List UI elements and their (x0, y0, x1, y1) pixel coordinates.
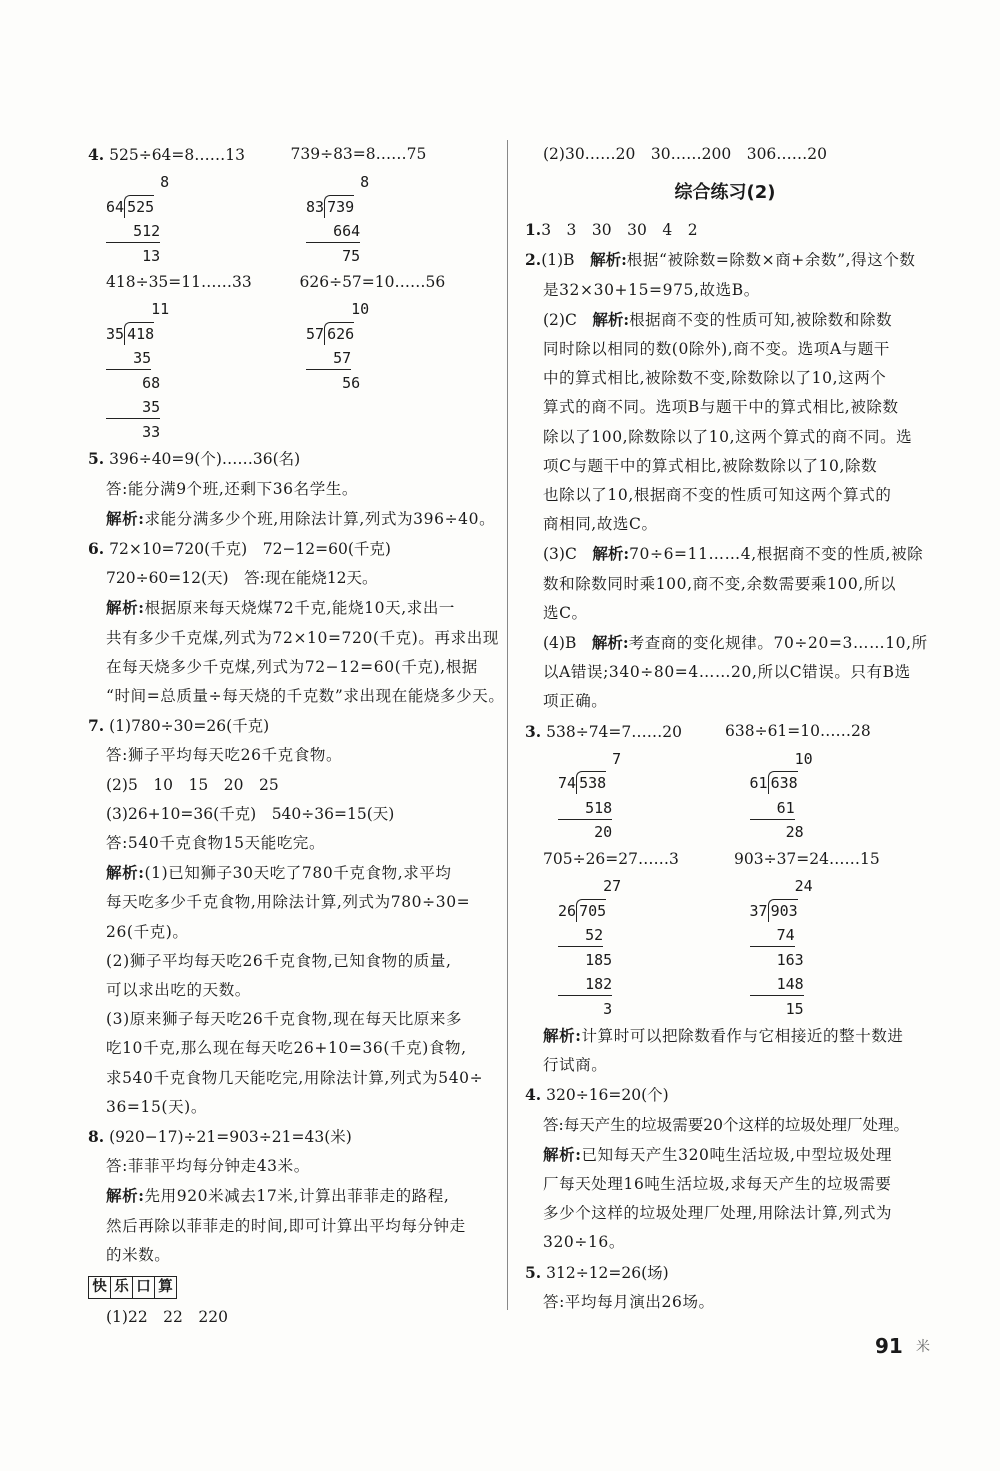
r-q4-l6: 320÷16。 (543, 1233, 625, 1252)
r-q3-l2: 行试商。 (543, 1056, 608, 1075)
r-q2-a3: (3)C (543, 545, 577, 564)
long-division-525 (88, 170, 293, 268)
q7-l5: 答:540千克食物15天能吃完。 (106, 834, 326, 853)
r-q4-number: 4. (525, 1085, 542, 1105)
analysis-label: 解析: (543, 1144, 582, 1164)
q6-l3: 根据原来每天烧煤72千克,能烧10天,求出一 (144, 599, 456, 618)
quotient: 10 (306, 300, 370, 319)
q7-l7: 每天吃多少千克食物,用除法计算,列式为780÷30= (106, 893, 471, 912)
left-column (88, 140, 505, 1332)
product: 57 (306, 347, 351, 370)
partial-dividend: 68 (106, 373, 161, 392)
r-q2-l7: 除以了100,除数除以了10,这两个算式的商不同。选 (543, 427, 913, 446)
r-q1-number: 1. (525, 220, 542, 240)
r-q2-l8: 项C与题干中的算式相比,被除数除以了10,除数 (543, 456, 878, 475)
r-q2-number: 2. (525, 250, 542, 270)
divisor: 26 (558, 901, 577, 920)
quotient: 11 (106, 300, 170, 319)
r-q5-number: 5. (525, 1262, 542, 1282)
r-q3-l1: 计算时可以把除数看作与它相接近的整十数进 (581, 1027, 904, 1046)
q7-l6: (1)已知狮子30天吃了780千克食物,求平均 (144, 864, 452, 883)
remainder: 13 (106, 246, 161, 265)
q4-eq1: 525÷64=8……13 (109, 146, 245, 164)
analysis-label: 解析: (106, 508, 145, 528)
analysis-label: 解析: (592, 544, 630, 564)
product: 148 (750, 973, 804, 996)
partial-dividend: 163 (749, 950, 804, 969)
remainder: 3 (558, 999, 613, 1018)
r-q4-l1: 320÷16=20(个) (546, 1086, 669, 1105)
q4-number: 4. (88, 145, 105, 164)
r-q2-l13: 选C。 (543, 603, 588, 622)
r-q2-a4: (4)B (543, 634, 577, 653)
quotient: 8 (306, 173, 370, 192)
product: 52 (558, 924, 603, 947)
r-q4-l2: 答:每天产生的垃圾需要20个这样的垃圾处理厂处理。 (543, 1115, 909, 1134)
q7-number: 7. (88, 716, 105, 736)
quotient: 8 (106, 173, 170, 192)
q8-l4: 然后再除以菲菲走的时间,即可计算出平均每分钟走 (106, 1216, 466, 1235)
dividend: 626 (324, 322, 354, 345)
label-char: 口 (133, 1276, 155, 1299)
quotient: 10 (749, 749, 813, 768)
q6-l6: “时间=总质量÷每天烧的千克数”求出现在能烧多少天。 (106, 687, 505, 706)
remainder: 75 (306, 246, 361, 265)
q7-l9: (2)狮子平均每天吃26千克食物,已知食物的质量, (106, 951, 452, 970)
long-division-638 (734, 747, 926, 845)
q7-l2: 答:狮子平均每天吃26千克食物。 (106, 746, 343, 765)
remainder: 33 (106, 422, 161, 441)
r-q2-l14: 考查商的变化规律。70÷20=3……10,所 (628, 634, 928, 653)
label-char: 算 (155, 1276, 177, 1299)
dividend: 638 (768, 771, 798, 794)
quotient: 24 (749, 877, 813, 896)
analysis-label: 解析: (106, 1186, 145, 1206)
q4-eq3: 418÷35=11……33 (106, 273, 252, 292)
dividend: 739 (324, 195, 354, 218)
r-q3-eq2: 638÷61=10……28 (725, 721, 871, 740)
quotient: 27 (558, 877, 622, 896)
q7-l1: (1)780÷30=26(千克) (109, 717, 270, 736)
prev-answer-line: (2)30……20 30……200 306……20 (543, 145, 828, 163)
divisor: 83 (306, 197, 325, 216)
r-q2-l16: 项正确。 (543, 692, 608, 711)
analysis-label: 解析: (591, 633, 629, 653)
r-q4-l3: 已知每天产生320吨生活垃圾,中型垃圾处理 (581, 1145, 893, 1164)
r-q2-l1: 根据“被除数=除数×商+余数”,得这个数 (626, 251, 916, 270)
r-q2-l15: 以A错误;340÷80=4……20,所以C错误。只有B选 (543, 663, 911, 682)
r-q2-l11: 70÷6=11……4,根据商不变的性质,被除 (629, 545, 924, 564)
r-q2-a2: (2)C (543, 310, 577, 329)
q8-l1: (920−17)÷21=903÷21=43(米) (109, 1128, 352, 1147)
long-division-903 (734, 874, 926, 1021)
page-number: 91 (875, 1334, 903, 1358)
quotient: 7 (558, 749, 622, 768)
long-division-739 (293, 170, 493, 268)
partial-dividend: 185 (558, 950, 613, 969)
r-q1-l1: 3 3 30 30 4 2 (541, 221, 698, 240)
q7-l10: 可以求出吃的天数。 (106, 981, 251, 1000)
product: 182 (558, 973, 612, 996)
label-char: 乐 (111, 1276, 133, 1299)
q8-l2: 答:菲菲平均每分钟走43米。 (106, 1157, 310, 1176)
remainder: 15 (749, 999, 804, 1018)
dividend: 538 (576, 771, 606, 794)
analysis-label: 解析: (590, 250, 627, 270)
r-q2-l10: 商相同,故选C。 (543, 515, 658, 534)
q5-l1: 396÷40=9(个)……36(名) (109, 450, 301, 469)
analysis-label: 解析: (106, 863, 145, 883)
q8-number: 8. (88, 1127, 105, 1147)
q6-number: 6. (88, 539, 105, 559)
r-q4-l4: 厂每天处理16吨生活垃圾,求每天产生的垃圾需要 (543, 1175, 892, 1194)
r-q3-eq4: 903÷37=24……15 (734, 849, 880, 868)
r-q5-l2: 答:平均每月演出26场。 (543, 1292, 715, 1311)
q7-l12: 吃10千克,那么现在每天吃26+10=36(千克)食物, (106, 1039, 467, 1058)
q8-l3: 先用920米减去17米,计算出菲菲走的路程, (144, 1187, 450, 1206)
analysis-label: 解析: (592, 309, 630, 329)
q6-l2: 720÷60=12(天) 答:现在能烧12天。 (106, 569, 378, 588)
r-q2-a1: (1)B (541, 251, 575, 270)
q7-l3: (2)5 10 15 20 25 (106, 775, 279, 794)
q7-l11: (3)原来狮子每天吃26千克食物,现在每天比原来多 (106, 1010, 463, 1029)
kuaile-kousuan-label (88, 1276, 177, 1299)
r-q2-l6: 算式的商不同。选项B与题干中的算式相比,被除数 (543, 398, 899, 417)
q4-eq2: 739÷83=8……75 (290, 145, 427, 163)
remainder: 20 (558, 823, 613, 842)
page-mark: 米 (916, 1339, 930, 1355)
divisor: 57 (306, 324, 325, 343)
product: 61 (750, 797, 795, 820)
product: 35 (106, 396, 160, 419)
q8-l5: 的米数。 (106, 1245, 171, 1264)
divisor: 61 (749, 774, 768, 793)
analysis-label: 解析: (106, 598, 145, 618)
r-q2-l2: 是32×30+15=975,故选B。 (543, 280, 760, 299)
q7-l14: 36=15(天)。 (106, 1097, 207, 1116)
r-q4-l5: 多少个这样的垃圾处理厂处理,用除法计算,列式为 (543, 1204, 893, 1223)
analysis-label: 解析: (543, 1026, 582, 1046)
product: 74 (750, 924, 795, 947)
q4-eq4: 626÷57=10……56 (299, 273, 446, 292)
r-q3-eq3: 705÷26=27……3 (543, 849, 679, 868)
r-q2-l9: 也除以了10,根据商不变的性质可知这两个算式的 (543, 486, 892, 505)
q6-l4: 共有多少千克煤,列式为72×10=720(千克)。再求出现 (106, 628, 499, 647)
q4-equations (88, 140, 493, 170)
q7-l4: (3)26+10=36(千克) 540÷36=15(天) (106, 804, 395, 823)
q6-l1: 72×10=720(千克) 72−12=60(千克) (109, 540, 391, 559)
divisor: 64 (106, 197, 125, 216)
q7-l8: 26(千克)。 (106, 922, 189, 941)
product: 518 (558, 797, 612, 820)
label-char: 快 (88, 1276, 111, 1299)
long-division-626 (293, 297, 493, 444)
q5-l2: 答:能分满9个班,还剩下36名学生。 (106, 479, 359, 498)
dividend: 903 (768, 899, 798, 922)
divisor: 74 (558, 774, 577, 793)
r-q2-l4: 同时除以相同的数(0除外),商不变。选项A与题干 (543, 340, 890, 359)
dividend: 705 (576, 899, 606, 922)
r-q2-l5: 中的算式相比,被除数不变,除数除以了10,这两个 (543, 369, 887, 388)
r-q3-eq1: 538÷74=7……20 (546, 722, 682, 741)
product: 35 (106, 347, 151, 370)
column-divider (507, 140, 508, 1310)
r-q3-number: 3. (525, 721, 542, 741)
right-column (525, 140, 928, 1317)
q6-l5: 在每天烧多少千克煤,列式为72−12=60(千克),根据 (106, 657, 478, 676)
divisor: 35 (106, 324, 125, 343)
dividend: 525 (124, 195, 154, 218)
long-division-418 (88, 297, 293, 444)
klks-answer: (1)22 22 220 (106, 1308, 228, 1327)
q7-l13: 求540千克食物几天能吃完,用除法计算,列式为540÷ (106, 1068, 484, 1087)
remainder: 28 (749, 823, 804, 842)
q5-number: 5. (88, 449, 105, 469)
product: 664 (306, 220, 360, 243)
r-q2-l3: 根据商不变的性质可知,被除数和除数 (629, 310, 893, 329)
long-division-538 (525, 747, 734, 845)
section-title: 综合练习(2) (674, 182, 776, 204)
dividend: 418 (124, 322, 154, 345)
divisor: 37 (749, 901, 768, 920)
q5-l3: 求能分满多少个班,用除法计算,列式为396÷40。 (144, 509, 496, 528)
r-q2-l12: 数和除数同时乘100,商不变,余数需要乘100,所以 (543, 574, 897, 593)
r-q5-l1: 312÷12=26(场) (546, 1263, 669, 1282)
remainder: 56 (306, 373, 361, 392)
long-division-705 (525, 874, 734, 1021)
product: 512 (106, 220, 160, 243)
